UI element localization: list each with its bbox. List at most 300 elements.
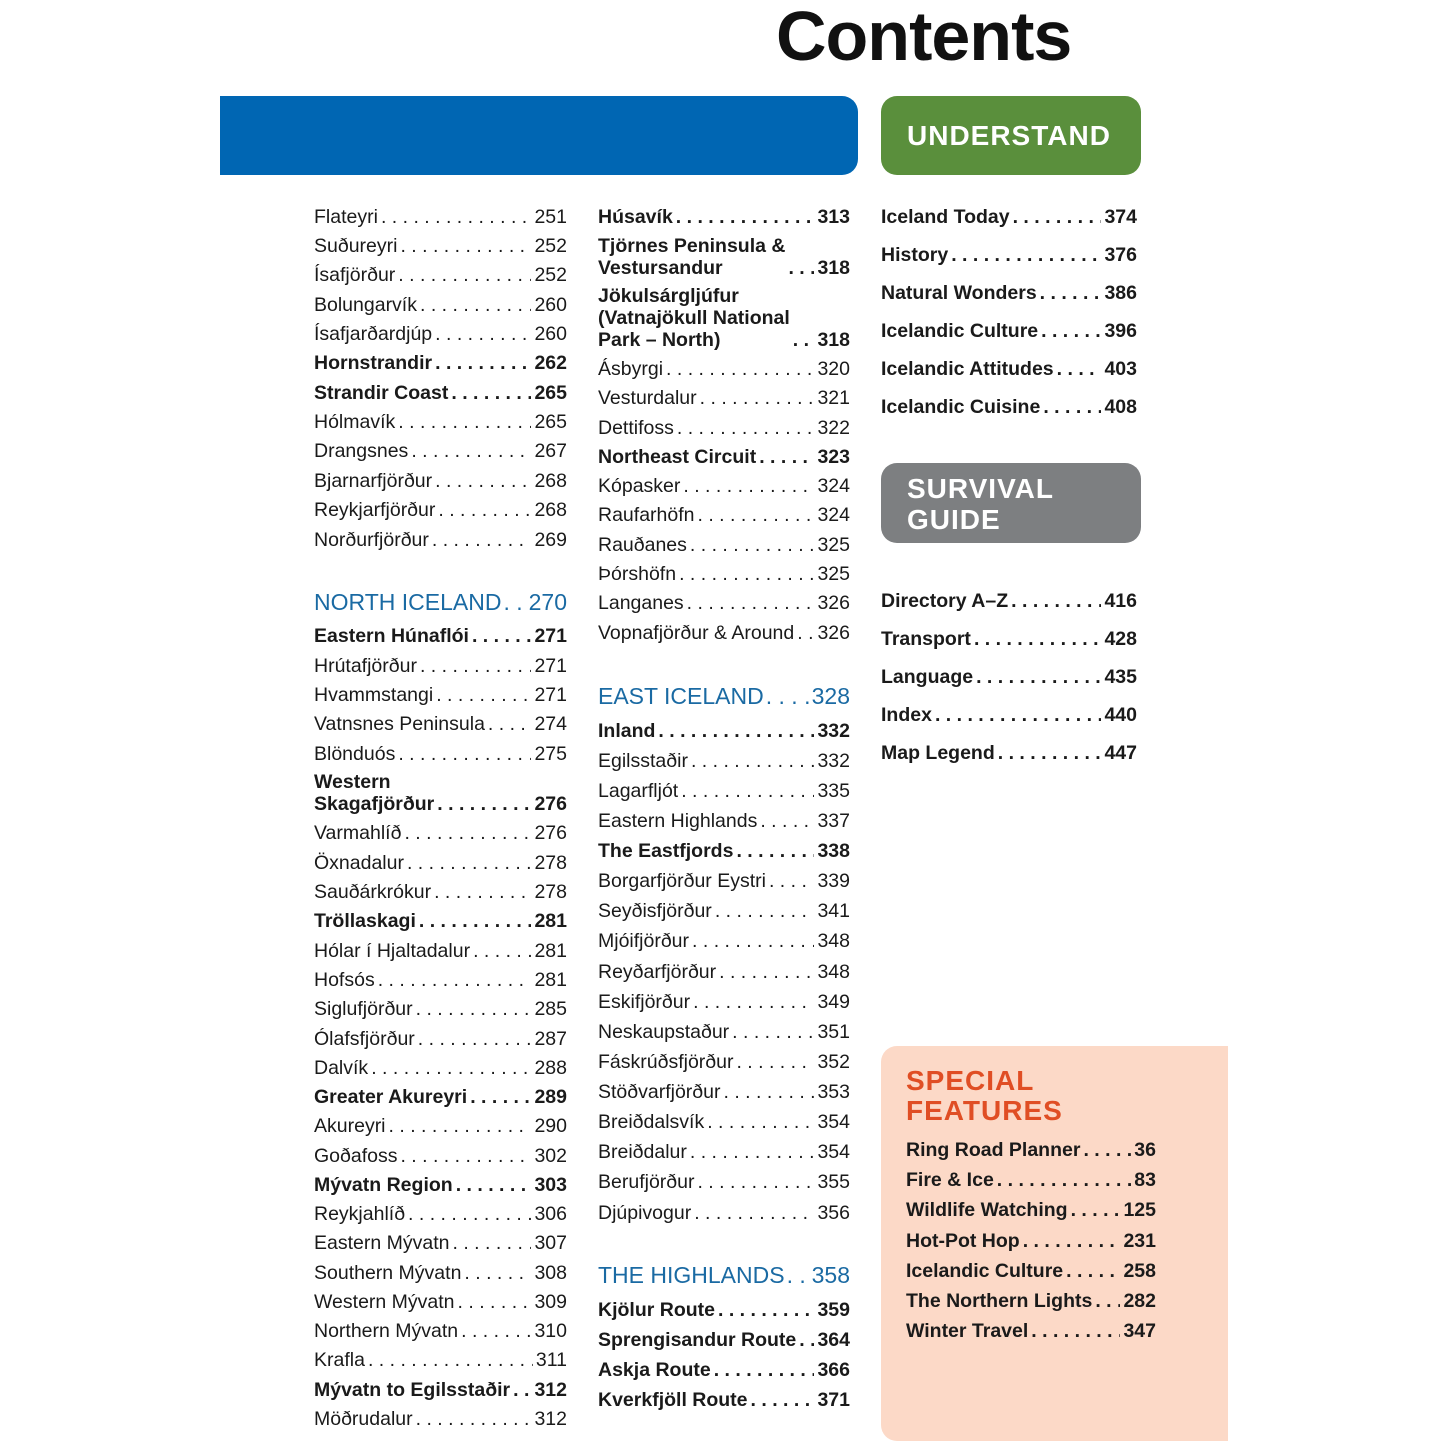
toc-leader-dots xyxy=(458,1291,532,1313)
toc-entry-label: Mývatn Region xyxy=(314,1174,453,1196)
toc-leader-dots xyxy=(418,1028,532,1050)
toc-entry-label: Goðafoss xyxy=(314,1145,398,1167)
toc-entry-page: 339 xyxy=(817,870,850,892)
toc-entry xyxy=(906,1260,1156,1282)
toc-entry-label: Rauðanes xyxy=(598,534,687,556)
toc-entry-label: Ísafjörður xyxy=(314,264,396,286)
toc-leader-dots xyxy=(732,1021,814,1043)
toc-entry-page: 311 xyxy=(535,1349,567,1371)
toc-leader-dots xyxy=(769,870,814,892)
toc-entry-page: 352 xyxy=(817,1051,850,1073)
toc-entry-label: Ring Road Planner xyxy=(906,1139,1081,1161)
toc-entry-label: Vesturdalur xyxy=(598,387,697,409)
toc-leader-dots xyxy=(420,294,531,316)
toc-entry-page: 364 xyxy=(817,1329,850,1351)
toc-leader-dots xyxy=(464,1262,531,1284)
toc-entry-page: 282 xyxy=(1123,1290,1156,1312)
toc-leader-dots xyxy=(736,1051,814,1073)
toc-entry-label: EAST ICELAND xyxy=(598,683,764,709)
toc-entry-label: Hólmavík xyxy=(314,411,396,433)
toc-entry-page: 325 xyxy=(817,534,850,556)
toc-leader-dots xyxy=(488,713,532,735)
toc-entry-label: Southern Mývatn xyxy=(314,1262,462,1284)
toc-entry-page: 262 xyxy=(534,352,567,374)
toc-leader-dots xyxy=(452,1232,531,1254)
toc-entry-label: Bjarnarfjörður xyxy=(314,470,433,492)
toc-entry-label: Hofsós xyxy=(314,969,375,991)
toc-entry-label: Ásbyrgi xyxy=(598,358,664,380)
toc-entry xyxy=(598,1389,850,1411)
toc-entry-label: NORTH ICELAND xyxy=(314,589,502,615)
toc-entry-page: 285 xyxy=(534,998,567,1020)
toc-entry xyxy=(314,625,567,647)
toc-entry xyxy=(906,1290,1156,1312)
toc-entry-label: The Northern Lights xyxy=(906,1290,1093,1312)
toc-entry-page: 251 xyxy=(534,206,567,228)
toc-entry-label: Seyðisfjörður xyxy=(598,900,712,922)
toc-entry-label: Winter Travel xyxy=(906,1320,1029,1342)
toc-entry-page: 265 xyxy=(534,411,567,433)
toc-entry xyxy=(881,396,1137,418)
toc-leader-dots xyxy=(371,1057,531,1079)
toc-entry-label: Kópasker xyxy=(598,475,681,497)
toc-entry-label: Western Skagafjörður xyxy=(314,771,435,815)
toc-entry xyxy=(314,235,567,257)
toc-leader-dots xyxy=(1031,1320,1120,1342)
toc-entry-label: Drangsnes xyxy=(314,440,409,462)
toc-entry xyxy=(598,900,850,922)
toc-entry-label: Greater Akureyri xyxy=(314,1086,468,1108)
toc-entry xyxy=(598,870,850,892)
toc-entry-label: Húsavík xyxy=(598,206,673,228)
toc-entry-page: 440 xyxy=(1104,704,1137,726)
toc-entry xyxy=(598,206,850,228)
toc-entry xyxy=(314,771,567,815)
toc-entry-page: 289 xyxy=(534,1086,567,1108)
toc-entry-label: Neskaupstaður xyxy=(598,1021,730,1043)
survival-guide-label: SURVIVAL GUIDE xyxy=(907,473,1054,535)
toc-entry xyxy=(314,499,567,521)
toc-entry-page: 125 xyxy=(1123,1199,1156,1221)
toc-leader-dots xyxy=(368,1349,533,1371)
toc-entry-label: Lagarfljót xyxy=(598,780,679,802)
toc-entry-page: 36 xyxy=(1134,1139,1156,1161)
toc-entry-label: Eastern Highlands xyxy=(598,810,758,832)
toc-entry xyxy=(598,750,850,772)
toc-leader-dots xyxy=(976,666,1101,688)
toc-entry xyxy=(314,382,567,404)
toc-entry-page: 354 xyxy=(817,1111,850,1133)
toc-entry-page: 281 xyxy=(534,910,567,932)
toc-entry xyxy=(314,529,567,551)
toc-entry xyxy=(314,940,567,962)
toc-entry xyxy=(314,323,567,345)
toc-leader-dots xyxy=(378,969,532,991)
toc-leader-dots xyxy=(1041,320,1101,342)
toc-leader-dots xyxy=(1043,396,1101,418)
toc-entry xyxy=(598,991,850,1013)
toc-entry-label: Öxnadalur xyxy=(314,852,404,874)
toc-entry-label: Suðureyri xyxy=(314,235,398,257)
toc-leader-dots xyxy=(935,704,1102,726)
section-heading-special-features xyxy=(906,1066,1156,1126)
toc-entry-page: 276 xyxy=(534,793,567,815)
toc-entry-page: 325 xyxy=(817,563,850,585)
toc-entry xyxy=(881,282,1137,304)
toc-entry-label: Langanes xyxy=(598,592,684,614)
toc-entry-page: 269 xyxy=(534,529,567,551)
toc-entry-page: 396 xyxy=(1104,320,1137,342)
toc-entry xyxy=(314,713,567,735)
toc-entry-label: Djúpivogur xyxy=(598,1202,692,1224)
toc-entry xyxy=(314,1379,567,1401)
toc-entry-label: Mývatn to Egilsstaðir xyxy=(314,1379,511,1401)
toc-leader-dots xyxy=(1013,206,1102,228)
toc-entry xyxy=(598,285,850,351)
toc-entry xyxy=(881,244,1137,266)
toc-leader-dots xyxy=(416,1408,532,1430)
toc-entry-page: 376 xyxy=(1104,244,1137,266)
toc-entry-label: Kjölur Route xyxy=(598,1299,715,1321)
toc-entry-label: Sprengisandur Route xyxy=(598,1329,797,1351)
toc-entry-label: Mjóifjörður xyxy=(598,930,690,952)
toc-entry-page: 290 xyxy=(534,1115,567,1137)
toc-leader-dots xyxy=(461,1320,531,1342)
toc-entry-page: 302 xyxy=(534,1145,567,1167)
toc-entry-page: 268 xyxy=(534,470,567,492)
toc-entry xyxy=(598,475,850,497)
toc-leader-dots xyxy=(690,1141,815,1163)
toc-entry xyxy=(598,1111,850,1133)
toc-entry xyxy=(314,264,567,286)
toc-leader-dots xyxy=(760,810,814,832)
toc-entry-page: 320 xyxy=(817,358,850,380)
toc-entry-page: 348 xyxy=(817,961,850,983)
toc-entry xyxy=(598,1021,850,1043)
toc-entry-label: Kverkfjöll Route xyxy=(598,1389,748,1411)
toc-leader-dots xyxy=(998,742,1102,764)
toc-leader-dots xyxy=(473,940,531,962)
toc-entry xyxy=(598,504,850,526)
toc-leader-dots xyxy=(974,628,1102,650)
toc-entry-label: Dettifoss xyxy=(598,417,674,439)
toc-leader-dots xyxy=(691,750,815,772)
toc-entry xyxy=(881,320,1137,342)
toc-leader-dots xyxy=(513,1379,531,1401)
toc-entry-page: 324 xyxy=(817,475,850,497)
toc-entry-page: 318 xyxy=(817,329,850,351)
toc-leader-dots xyxy=(714,1359,815,1381)
toc-leader-dots xyxy=(679,563,814,585)
toc-entry-page: 288 xyxy=(534,1057,567,1079)
toc-entry xyxy=(598,780,850,802)
toc-entry-page: 428 xyxy=(1104,628,1137,650)
toc-entry-label: Flateyri xyxy=(314,206,378,228)
toc-entry-page: 231 xyxy=(1123,1230,1156,1252)
toc-leader-dots xyxy=(666,358,814,380)
toc-entry xyxy=(314,1291,567,1313)
toc-entry-page: 271 xyxy=(534,655,567,677)
toc-entry-label: Natural Wonders xyxy=(881,282,1037,304)
toc-entry-page: 268 xyxy=(534,499,567,521)
toc-leader-dots xyxy=(400,235,531,257)
toc-entry-label: Wildlife Watching xyxy=(906,1199,1068,1221)
toc-entry-page: 318 xyxy=(817,257,850,279)
toc-leader-dots xyxy=(697,504,814,526)
toc-entry-page: 351 xyxy=(817,1021,850,1043)
toc-entry xyxy=(314,352,567,374)
toc-entry-page: 349 xyxy=(817,991,850,1013)
toc-entry xyxy=(598,235,850,279)
toc-leader-dots xyxy=(697,1171,814,1193)
toc-entry xyxy=(598,1329,850,1351)
toc-leader-dots xyxy=(788,257,814,279)
toc-entry xyxy=(881,206,1137,228)
toc-entry xyxy=(881,358,1137,380)
toc-entry xyxy=(598,563,850,585)
toc-entry-page: 270 xyxy=(528,589,567,615)
toc-leader-dots xyxy=(687,592,815,614)
toc-entry xyxy=(314,1145,567,1167)
toc-entry-label: Icelandic Culture xyxy=(881,320,1039,342)
toc-leader-dots xyxy=(1057,358,1102,380)
toc-entry-label: Dalvík xyxy=(314,1057,369,1079)
toc-entry-page: 321 xyxy=(817,387,850,409)
toc-entry xyxy=(598,417,850,439)
toc-entry xyxy=(314,1349,567,1371)
toc-entry-label: Eastern Húnaflói xyxy=(314,625,469,647)
toc-entry xyxy=(598,810,850,832)
toc-entry xyxy=(881,666,1137,688)
toc-leader-dots xyxy=(416,998,532,1020)
toc-entry-page: 348 xyxy=(817,930,850,952)
toc-leader-dots xyxy=(759,446,814,468)
toc-leader-dots xyxy=(700,387,815,409)
toc-leader-dots xyxy=(404,822,531,844)
toc-entry-label: Map Legend xyxy=(881,742,995,764)
toc-entry-label: Fáskrúðsfjörður xyxy=(598,1051,734,1073)
toc-entry-label: Jökulsárgljúfur (Vatnajökull National Park – North) xyxy=(598,285,790,351)
toc-entry-page: 358 xyxy=(811,1262,850,1288)
toc-entry xyxy=(314,1115,567,1137)
toc-entry xyxy=(881,590,1137,612)
toc-entry-label: Reykjarfjörður xyxy=(314,499,436,521)
toc-entry-page: 408 xyxy=(1104,396,1137,418)
toc-entry xyxy=(314,998,567,1020)
toc-leader-dots xyxy=(658,720,814,742)
toc-entry-label: Hólar í Hjaltadalur xyxy=(314,940,471,962)
toc-entry-page: 324 xyxy=(817,504,850,526)
toc-leader-dots xyxy=(676,206,815,228)
toc-leader-dots xyxy=(432,529,532,551)
toc-leader-dots xyxy=(503,591,526,613)
toc-entry xyxy=(598,961,850,983)
toc-entry-page: 281 xyxy=(534,940,567,962)
toc-entry-page: 276 xyxy=(534,822,567,844)
toc-entry-page: 306 xyxy=(534,1203,567,1225)
toc-entry-page: 374 xyxy=(1104,206,1137,228)
toc-entry xyxy=(314,1262,567,1284)
toc-leader-dots xyxy=(715,900,815,922)
toc-leader-dots xyxy=(389,1115,532,1137)
toc-entry-page: 265 xyxy=(534,382,567,404)
toc-entry xyxy=(314,411,567,433)
toc-entry-page: 323 xyxy=(817,446,850,468)
toc-entry-label: THE HIGHLANDS xyxy=(598,1262,785,1288)
toc-entry-label: Hrútafjörður xyxy=(314,655,417,677)
toc-leader-dots xyxy=(1066,1260,1120,1282)
toc-entry xyxy=(314,969,567,991)
toc-entry xyxy=(314,294,567,316)
toc-entry-page: 307 xyxy=(534,1232,567,1254)
toc-entry-label: Sauðárkrókur xyxy=(314,881,432,903)
toc-entry-page: 252 xyxy=(534,264,567,286)
toc-entry-page: 335 xyxy=(817,780,850,802)
toc-entry xyxy=(598,622,850,644)
toc-leader-dots xyxy=(456,1174,532,1196)
toc-leader-dots xyxy=(398,264,531,286)
toc-leader-dots xyxy=(951,244,1101,266)
toc-leader-dots xyxy=(766,685,810,707)
toc-entry-label: Akureyri xyxy=(314,1115,386,1137)
section-banner-blue xyxy=(220,96,858,175)
toc-entry xyxy=(598,446,850,468)
toc-entry-label: Askja Route xyxy=(598,1359,711,1381)
toc-entry-page: 260 xyxy=(534,294,567,316)
toc-entry xyxy=(314,1086,567,1108)
toc-leader-dots xyxy=(719,961,814,983)
toc-leader-dots xyxy=(694,1202,814,1224)
toc-entry-page: 435 xyxy=(1104,666,1137,688)
toc-entry-label: Index xyxy=(881,704,932,726)
toc-entry xyxy=(598,387,850,409)
toc-entry xyxy=(881,704,1137,726)
toc-leader-dots xyxy=(411,440,531,462)
toc-entry-label: Stöðvarfjörður xyxy=(598,1081,721,1103)
toc-section-heading xyxy=(598,685,850,707)
toc-leader-dots xyxy=(435,470,531,492)
toc-leader-dots xyxy=(692,930,814,952)
toc-entry xyxy=(598,1141,850,1163)
toc-leader-dots xyxy=(787,1264,810,1286)
toc-entry-page: 274 xyxy=(534,713,567,735)
toc-entry xyxy=(314,1203,567,1225)
toc-entry-page: 322 xyxy=(817,417,850,439)
toc-entry xyxy=(314,1174,567,1196)
toc-leader-dots xyxy=(1095,1290,1120,1312)
toc-entry xyxy=(314,684,567,706)
toc-leader-dots xyxy=(799,1329,814,1351)
toc-entry xyxy=(598,930,850,952)
toc-entry xyxy=(314,206,567,228)
toc-entry-page: 326 xyxy=(817,592,850,614)
toc-entry-label: Eskifjörður xyxy=(598,991,691,1013)
toc-leader-dots xyxy=(472,625,532,647)
toc-entry-label: Hvammstangi xyxy=(314,684,434,706)
toc-entry-label: Berufjörður xyxy=(598,1171,695,1193)
toc-leader-dots xyxy=(451,382,531,404)
toc-entry-page: 326 xyxy=(817,622,850,644)
toc-entry xyxy=(906,1139,1156,1161)
toc-entry-page: 337 xyxy=(817,810,850,832)
toc-leader-dots xyxy=(751,1389,815,1411)
section-heading-understand: UNDERSTAND xyxy=(881,96,1141,175)
toc-entry xyxy=(314,1232,567,1254)
toc-entry xyxy=(314,1408,567,1430)
toc-leader-dots xyxy=(1011,590,1101,612)
toc-entry-label: Vatnsnes Peninsula xyxy=(314,713,485,735)
toc-entry-page: 252 xyxy=(534,235,567,257)
toc-entry xyxy=(598,1051,850,1073)
toc-entry-page: 332 xyxy=(817,720,850,742)
toc-entry-page: 287 xyxy=(534,1028,567,1050)
toc-entry-page: 83 xyxy=(1134,1169,1156,1191)
toc-entry xyxy=(598,720,850,742)
toc-entry xyxy=(906,1320,1156,1342)
toc-entry-label: The Eastfjords xyxy=(598,840,734,862)
toc-entry-label: Language xyxy=(881,666,974,688)
toc-leader-dots xyxy=(400,1145,531,1167)
toc-entry-page: 281 xyxy=(534,969,567,991)
toc-leader-dots xyxy=(718,1299,814,1321)
toc-entry-label: Möðrudalur xyxy=(314,1408,413,1430)
toc-leader-dots xyxy=(398,411,531,433)
toc-entry-page: 386 xyxy=(1104,282,1137,304)
page-title: Contents xyxy=(776,0,1072,75)
toc-entry-label: Eastern Mývatn xyxy=(314,1232,450,1254)
toc-leader-dots xyxy=(435,352,531,374)
toc-entry-label: History xyxy=(881,244,949,266)
toc-entry xyxy=(906,1199,1156,1221)
toc-leader-dots xyxy=(398,743,531,765)
toc-leader-dots xyxy=(420,655,531,677)
toc-entry xyxy=(598,1359,850,1381)
toc-leader-dots xyxy=(436,684,531,706)
toc-entry-page: 355 xyxy=(817,1171,850,1193)
toc-leader-dots xyxy=(437,793,531,815)
toc-entry-label: Varmahlíð xyxy=(314,822,402,844)
toc-entry-label: Þórshöfn xyxy=(598,563,677,585)
toc-entry xyxy=(598,358,850,380)
toc-section-heading xyxy=(598,1264,850,1286)
toc-entry xyxy=(881,628,1137,650)
toc-entry xyxy=(881,742,1137,764)
toc-entry xyxy=(598,1299,850,1321)
toc-entry-page: 416 xyxy=(1104,590,1137,612)
toc-entry-label: Northern Mývatn xyxy=(314,1320,459,1342)
toc-entry-page: 308 xyxy=(534,1262,567,1284)
toc-entry-label: Directory A–Z xyxy=(881,590,1009,612)
toc-leader-dots xyxy=(1023,1230,1121,1252)
toc-entry-page: 260 xyxy=(534,323,567,345)
toc-entry-page: 356 xyxy=(817,1202,850,1224)
toc-leader-dots xyxy=(707,1111,814,1133)
toc-entry-page: 371 xyxy=(817,1389,850,1411)
toc-entry-page: 312 xyxy=(534,1408,567,1430)
toc-entry xyxy=(314,1028,567,1050)
toc-entry-label: Icelandic Cuisine xyxy=(881,396,1041,418)
toc-entry-page: 271 xyxy=(534,684,567,706)
toc-entry-page: 338 xyxy=(817,840,850,862)
toc-leader-dots xyxy=(1071,1199,1121,1221)
toc-entry-label: Strandir Coast xyxy=(314,382,449,404)
toc-entry-label: Western Mývatn xyxy=(314,1291,455,1313)
toc-entry xyxy=(314,655,567,677)
toc-entry-page: 359 xyxy=(817,1299,850,1321)
toc-entry-page: 354 xyxy=(817,1141,850,1163)
toc-entry xyxy=(598,840,850,862)
toc-entry xyxy=(598,1171,850,1193)
